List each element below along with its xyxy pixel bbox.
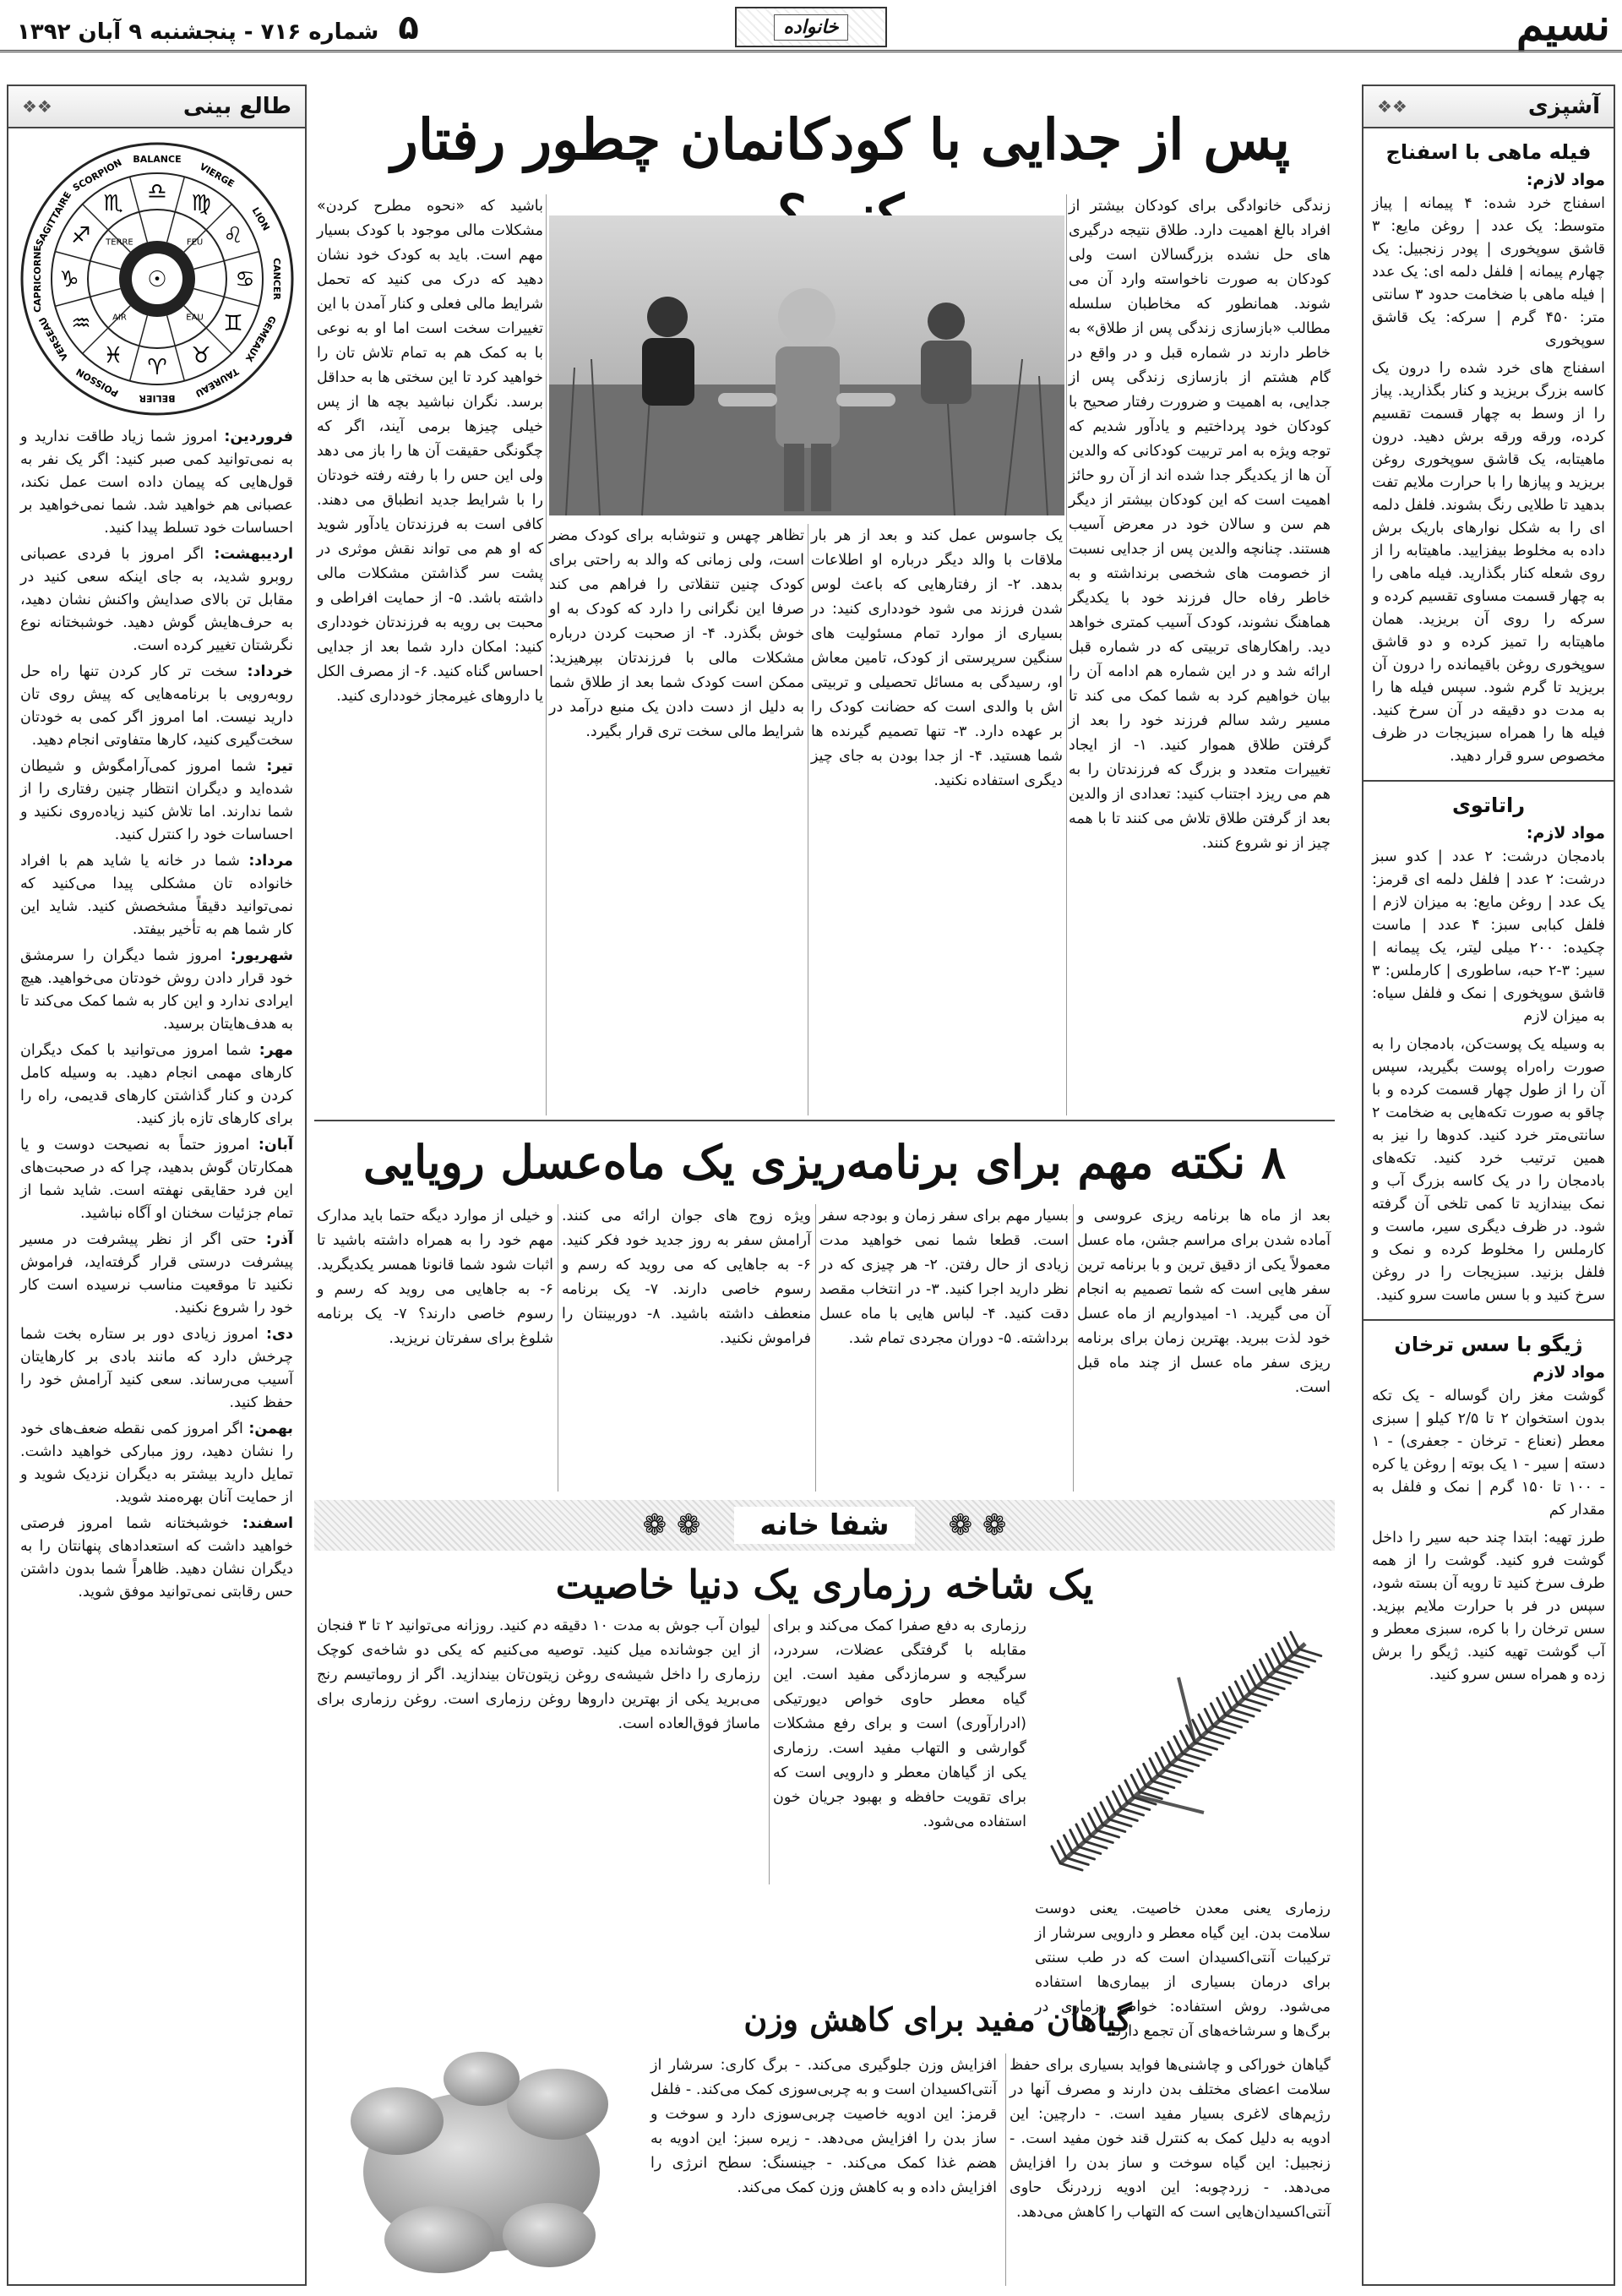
rosemary-leaf xyxy=(1162,1748,1171,1764)
rosemary-leaf xyxy=(1262,1682,1284,1689)
zodiac-sign-label: LION xyxy=(248,205,272,233)
ingredients-label: مواد لازم: xyxy=(1526,171,1605,189)
rosemary-leaf xyxy=(1101,1802,1109,1819)
rosemary-leaf xyxy=(1164,1770,1186,1777)
rosemary-leaf xyxy=(1293,1655,1315,1661)
rosemary-leaf xyxy=(1146,1786,1168,1793)
zodiac-sign-icon: ♉ xyxy=(190,343,211,369)
horoscope-header xyxy=(8,86,305,128)
section-label xyxy=(735,7,887,47)
horoscope-entry xyxy=(12,1513,302,1604)
issue-info xyxy=(17,8,419,47)
horoscope-sign: مهر: xyxy=(259,1042,293,1059)
horoscope-text: امروز حتماً به نصیحت دوست و یا همکارتان گوش بدهید، چرا که در صحبت‌های این فرد حقایقی نهفته است. شاید شما از تمام جزئیات سخنان او آگاه نباشید. xyxy=(20,1137,293,1222)
horoscope-sign: آذر: xyxy=(265,1231,293,1248)
rosemary-leaf xyxy=(1278,1644,1287,1661)
rosemary-leaf xyxy=(1058,1841,1066,1858)
rosemary-leaf xyxy=(1199,1715,1207,1732)
horoscope-text: امروز زیادی دور بر ستاره بخت شما چرخش دارد که مانند بادی بر کارهایتان آسیب می‌رساند. سعی کنید آرامش خود را حفظ کنید. xyxy=(20,1326,293,1411)
horoscope-entry xyxy=(12,1134,302,1225)
ornament-icon: ❖❖ xyxy=(22,96,52,117)
horoscope-list xyxy=(8,426,305,1604)
ginger-root xyxy=(321,2028,638,2286)
flower-icon: ❁ ❁ xyxy=(948,1508,1007,1542)
rosemary-leaf xyxy=(1242,1677,1250,1693)
horoscope-entry xyxy=(12,1418,302,1509)
zodiac-sign-label: CAPRICORNE xyxy=(31,245,43,313)
weightloss-headline: گیاهان مفید برای کاهش وزن xyxy=(743,2000,1132,2038)
rosemary-leaf xyxy=(1066,1858,1088,1865)
zodiac-sign-icon: ♓ xyxy=(102,343,123,369)
horoscope-sign: اسفند: xyxy=(242,1515,293,1532)
article-photo xyxy=(549,215,1064,515)
horoscope-entry xyxy=(12,850,302,941)
sun-icon: ☉ xyxy=(146,267,167,292)
recipe-title: فیله ماهی با اسفناج xyxy=(1385,140,1592,164)
rosemary-leaf xyxy=(1070,1830,1079,1847)
rosemary-leaf xyxy=(1285,1638,1293,1655)
horoscope-text: شما امروز کمی‌آرامگوش و شیطان شده‌اید و دیگران انتظار چنین رفتاری را از شما ندارند. اما تلاش کنید زیاده‌روی نکنید و احساسات خود را کنترل کنید. xyxy=(20,758,293,843)
article-text-col4: تظاهر چهس و تنوشابه برای کودک مضر است، ولی زمانی که والد به راحتی برای کودک چنین تنقلاتی را فراهم می کند صرفا این نگرانی را دارد که کودک به او خوش بگذرد. ۴- از صحبت کردن درباره مشکلات مالی با فرزندتان بپرهیزید: ممکن است کودک شما بعد از طلاق شما به دلیل از دست دادن یک منبع درآمد در شرایط مالی سخت تری قرار بگیرد. xyxy=(549,527,804,740)
horoscope-sign: تیر: xyxy=(266,758,293,775)
rosemary-leaf xyxy=(1266,1655,1275,1672)
rosemary-leaf xyxy=(1156,1753,1164,1770)
horoscope-entry xyxy=(12,945,302,1036)
honeymoon-text-col1: بعد از ماه ها برنامه ریزی عروسی و آماده شدن برای مراسم جشن، ماه عسل معمولاً یکی از دقیق ترین و با برنامه ترین سفر هایی است که شما تصمیم به انجام آن می گیرید. ۱- امیدواریم از ماه عسل خود لذت ببرید. بهترین زمان برای برنامه ریزی سفر ماه عسل از چند ماه قبل است. xyxy=(1077,1208,1331,1396)
rosemary-leaf xyxy=(1213,1726,1235,1733)
zodiac-sign-label: SCORPION xyxy=(70,156,123,194)
rosemary-leaf xyxy=(1177,1759,1199,1766)
zodiac-sign-label: CANCER xyxy=(270,258,282,300)
rosemary-leaf xyxy=(1125,1781,1134,1797)
zodiac-sign-label: BELIER xyxy=(139,393,175,404)
horoscope-sign: مرداد: xyxy=(248,853,293,870)
page-number: ۵ xyxy=(398,8,419,47)
rosemary-text-col1: رزماری به دفع صفرا کمک می‌کند و برای مقابله با گرفتگی عضلات، سردرد، سرگیجه و سرمازدگی مفید است. این گیاه معطر حاوی خواص دیورتیکی (ادرارآوری) است و برای رفع مشکلات گوارشی و التهاب مفید است. رزماری یکی از گیاهان معطر و دارویی است که برای تقویت حافظه و بهبود جریان خون استفاده می‌شود. xyxy=(773,1617,1026,1830)
rosemary-leaf xyxy=(1115,1814,1137,1821)
horoscope-sign: اردیبهشت: xyxy=(214,546,293,563)
zodiac-sign-icon: ♎ xyxy=(146,179,167,205)
recipe-ingredients: گوشت مغز ران گوساله - یک تکه بدون استخوان ۲ تا ۲/۵ کیلو | سبزی معطر (نعناع - ترخان - جعفری) - ۱ دسته | سیر - ۱ یک بوته | روغن یا کره - ۱۰۰ تا ۱۵۰ گرم | نمک و فلفل به مقدار کم xyxy=(1372,1388,1606,1519)
rosemary-leaf xyxy=(1281,1666,1303,1672)
rosemary-leaf xyxy=(1103,1825,1125,1832)
zodiac-sign-label: VERSEAU xyxy=(36,314,70,363)
zodiac-element-label: EAU xyxy=(185,313,204,323)
horoscope-sign: دی: xyxy=(265,1326,293,1343)
rosemary-leaf xyxy=(1073,1852,1095,1859)
horoscope-sign: شهریور: xyxy=(230,947,293,964)
rosemary-leaf xyxy=(1174,1737,1183,1753)
rosemary-leaf xyxy=(1119,1786,1128,1803)
honeymoon-headline: ۸ نکته مهم برای برنامه‌ریزی یک ماه‌عسل رویایی xyxy=(363,1135,1286,1189)
rosemary-leaf xyxy=(1122,1808,1144,1815)
zodiac-element-label: TERRE xyxy=(105,237,133,248)
rosemary-text-col3: رزماری یعنی معدن خاصیت. یعنی دوست سلامت بدن. این گیاه معطر و دارویی سرشار از ترکیبات آنتی‌اکسیدان است که در طب سنتی برای درمان بسیاری از بیماری‌ها استفاده می‌شود. روش استفاده: خواص رزماری در برگ‌ها و سرشاخه‌های آن تجمع دارد. xyxy=(1035,1901,1331,2040)
rosemary-leaf xyxy=(1064,1835,1073,1852)
horoscope-entry xyxy=(12,1039,302,1131)
rosemary-leaf xyxy=(1085,1841,1107,1848)
rosemary-leaf xyxy=(1079,1847,1101,1854)
rosemary-leaf xyxy=(1180,1732,1189,1748)
recipe-method: به وسیله یک پوست‌کن، بادمجان را به صورت راه‌راه پوست بگیرید، سپس آن را از طول چهار قسمت کرده و با چاقو به صورت تکه‌هایی به ضخامت ۲ سانتی‌متر خرد کنید. کدوها را نیز به همین ترتیب خرد کنید. تکه‌های بادمجان را در یک کاسه بزرگ آب و نمک بیندازید تا کمی تلخی آن گرفته شود. در ظرف دیگری سیر، ماست و کارملس را مخلوط کرده و نمک و فلفل بزنید. سبزیجات را در روغن سرخ کنید و با سس ماست سرو کنید. xyxy=(1372,1036,1605,1304)
article-text-col2: باشید که «نحوه مطرح کردن» مشکلات مالی موجود با کودک بسیار مهم است. باید به کودک خود نشان دهید که درک می کنید که تحمل شرایط مالی فعلی و کنار آمدن با این تغییرات سخت است اما او به نوعی با به کمک هم به تمام تلاش تان را خواهید کرد تا این سختی ها به حداقل برسد. نگران نباشید بچه ها از پس خیلی چیزها برمی آیند، اگر که چگونگی حقیقت آن ها را باز می دهد ولی این حس را با رفته رفته خودتان را با شرایط جدید انطباق می دهند. کافی است به فرزندتان یادآور شوید که او هم می تواند نقش موثری در پشت سر گذاشتن مشکلات مالی داشته باشد. ۵- از حمایت افراطی و محبت بی رویه به فرزندتان خودداری کنید: امکان دارد شما بعد از جدایی احساس گناه کنید. ۶- از مصرف الکل یا داروهای غیرمجاز خودداری کنید. xyxy=(317,198,543,705)
rosemary-leaf xyxy=(1150,1759,1158,1775)
rosemary-leaf xyxy=(1211,1704,1220,1721)
zodiac-sign-icon: ♈ xyxy=(146,355,167,380)
rosemary-leaf xyxy=(1201,1737,1223,1744)
masthead xyxy=(0,0,1622,52)
child-photo xyxy=(549,215,1064,515)
health-section-label: شفا خانه xyxy=(734,1507,914,1544)
rosemary-leaf xyxy=(1189,1748,1211,1755)
honeymoon-text-col3: ویژه زوج های جوان ارائه می کنند. آرامش سفر به روز جدید خود فکر کنید. ۶- به جاهایی که می روید که رسم و رسوم خاصی دارند. ۷- یک برنامه منعطف داشته باشید. ۸- دوربینتان را فراموش نکنید. xyxy=(562,1208,811,1347)
zodiac-sign-label: VIERGE xyxy=(197,161,237,190)
weightloss-text-col1: گیاهان خوراکی و چاشنی‌ها فواید بسیاری برای حفظ سلامت اعضای مختلف بدن دارند و مصرف آنها در رژیم‌های لاغری بسیار مفید است. - دارچین: این ادویه به دلیل کمک به کنترل قند خون مفید است. - زنجبیل: این گیاه سوخت و ساز بدن را افزایش می‌دهد. - زردچوبه: این ادویه زردرنگ حاوی آنتی‌اکسیدان‌هایی است که التهاب را کاهش می‌دهد. xyxy=(1010,2057,1331,2221)
zodiac-sign-icon: ♏ xyxy=(102,190,123,216)
recipe-title: راتاتوی xyxy=(1451,794,1526,817)
rosemary-leaf xyxy=(1158,1775,1180,1782)
rosemary-leaf xyxy=(1168,1742,1177,1759)
honeymoon-text-col2: بسیار مهم برای سفر زمان و بودجه سفر است. قطعا شما نمی خواهید مدت زیادی از حال رفتن. ۲- هر چیزی که در نظر دارید اجرا کنید. ۳- در انتخاب مقصد دقت کنید. ۴- لباس هایی با ماه عسل برداشته. ۵- دوران مجردی تمام شد. xyxy=(819,1208,1069,1347)
rosemary-leaf xyxy=(1095,1808,1103,1825)
zodiac-sign-icon: ♑ xyxy=(58,267,79,292)
rosemary-leaf xyxy=(1238,1704,1260,1711)
horoscope-text: اگر امروز با فردی عصبانی روبرو شدید، به جای اینکه سعی کنید در مقابل تن بالای صدایش واکنش نشان دهید، به حرف‌هایش گوش دهید. خوشبختانه نوع نگرشتان تغییر کرده است. xyxy=(20,546,293,654)
recipe-2 xyxy=(1363,780,1614,1307)
zodiac-sign-label: POISSON xyxy=(73,366,120,400)
rosemary-leaf xyxy=(1195,1742,1217,1749)
zodiac-sign-label: SAGITTAIRE xyxy=(33,189,73,248)
rosemary-leaf xyxy=(1091,1836,1113,1843)
horoscope-text: شما امروز می‌توانید با کمک دیگران کارهای مهمی انجام دهید. به وسیله کامل کردن و کنار گذاشتن کارهای قدیمی، راه را برای کارهای تازه باز کنید. xyxy=(20,1042,293,1127)
rosemary-leaf xyxy=(1272,1649,1281,1666)
cooking-header-title: آشپزی xyxy=(1527,94,1600,119)
article-text-col1: زندگی خانوادگی برای کودکان بیشتر از افراد بالغ اهمیت دارد. طلاق نتیجه درگیری های حل نشده بزرگسالان است ولی کودکان به صورت ناخواسته وارد آن می شوند. همانطور که مخاطبان سلسله مطالب «بازسازی زندگی پس از طلاق» به خاطر دارند در شماره قبل و در واقع در گام هشتم از بازسازی زندگی پس از جدایی، به اهمیت و ضرورت رفتار صحیح با کودکان خود پرداختیم و یادآور شدیم که توجه ویژه به امر تربیت کودکانی که والدین آن ها از یکدیگر جدا شده اند از آن رو حائز اهمیت است که این کودکان بیشتر از دیگر هم سن و سالان خود در معرض آسیب هستند. چنانچه والدین پس از جدایی نسبت از خصومت های شخصی برنداشته و به خاطر رفاه حال فرزند خود با یکدیگر هماهنگ نشوند، کودک آسیب کمتری خواهد دید. راهکارهای تربیتی که در شماره قبل ارائه شد و در این شماره هم ادامه آن را بیان خواهیم کرد به شما کمک می کند تا مسیر رشد سالم فرزند خود را بعد از گرفتن طلاق هموار کنید. ۱- از ایجاد تغییرات متعدد و بزرگ که فرزندتان را به هم می ریزد اجتناب کنید: تعدادی از والدین بعد از گرفتن طلاق تلاش می کنند تا با همه چیز از نو شروع کنند. xyxy=(1069,198,1331,852)
rosemary-leaf xyxy=(1220,1721,1242,1727)
rosemary-leaf xyxy=(1138,1770,1146,1786)
rosemary-sprig xyxy=(1035,1610,1331,1893)
ingredients-label: مواد لازم: xyxy=(1526,824,1605,843)
zodiac-element-label: FEU xyxy=(186,237,203,248)
weightloss-text-col2: افزایش وزن جلوگیری می‌کند. - برگ کاری: سرشار از آنتی‌اکسیدان است و به چربی‌سوزی کمک می‌کند. - فلفل قرمز: این ادویه خاصیت چربی‌سوزی دارد و سوخت و ساز بدن را افزایش می‌دهد. - زیره سبز: این ادویه به هضم غذا کمک می‌کند. - جینسنگ: سطح انرژی را افزایش داده و به کاهش وزن کمک می‌کند. xyxy=(650,2057,997,2196)
rosemary-leaf xyxy=(1107,1797,1115,1814)
zodiac-sign-label: TAUREAU xyxy=(193,365,241,400)
zodiac-sign-label: GEMEAUX xyxy=(242,314,278,364)
rosemary-leaf xyxy=(1254,1666,1262,1682)
zodiac-sign-icon: ♍ xyxy=(190,190,211,216)
rosemary-leaf xyxy=(1232,1710,1254,1716)
rosemary-leaf xyxy=(1244,1699,1266,1705)
recipe-3 xyxy=(1363,1319,1614,1687)
zodiac-sign-icon: ♒ xyxy=(70,311,91,336)
newspaper-logo: نسیم xyxy=(1516,0,1610,51)
zodiac-sign-label: BALANCE xyxy=(132,154,182,165)
recipe-ingredients: بادمجان درشت: ۲ عدد | کدو سبز درشت: ۲ عدد | فلفل دلمه ای قرمز: یک عدد | روغن مایع: به میزان لازم | فلفل کبابی سبز: ۴ عدد | ماست چکیده: ۲۰۰ میلی لیتر، یک پیمانه | سیر: ۳-۲ حبه، ساطوری | کارملس: ۳ قاشق سوپخوری | نمک و فلفل سیاه: به میزان لازم xyxy=(1372,848,1605,1025)
rosemary-leaf xyxy=(1076,1824,1085,1841)
ginger-image xyxy=(321,2028,638,2286)
zodiac-sign-icon: ♊ xyxy=(222,311,243,336)
honeymoon-text-col4: و خیلی از موارد دیگه حتما باید مدارک مهم خود را به همراه داشته باشید تا اثبات شود شما قانونا همسر یکدیگرید. ۶- به جاهایی می روید که رسم و رسوم خاصی دارند؟ ۷- یک برنامه شلوغ برای سفرتان نریزید. xyxy=(317,1208,553,1347)
main-headline: پس از جدایی با کودکانمان چطور رفتار xyxy=(391,106,1290,172)
horoscope-text: شما در خانه یا شاید هم با افراد خانواده تان مشکلی پیدا می‌کنید که نمی‌توانید دقیقاً مشخصش کنید. شاید این کار شما هم به تأخیر بیفتد. xyxy=(20,853,293,938)
rosemary-leaf xyxy=(1217,1699,1226,1715)
recipe-title: ژیگو با سس ترخان xyxy=(1394,1333,1583,1356)
recipe-ingredients: اسفناج خرد شده: ۴ پیمانه | پیاز متوسط: یک عدد | روغن مایع: ۳ قاشق سوپخوری | پودر زنجبیل: یک چهارم پیمانه | فلفل دلمه ای: یک عدد | فیله ماهی با ضخامت حدود ۳ سانتی متر: ۴۵۰ گرم | سرکه: یک قاشق سوپخوری xyxy=(1372,195,1605,349)
rosemary-leaf xyxy=(1171,1764,1193,1771)
horoscope-sign: فروردین: xyxy=(224,428,293,445)
zodiac-wheel xyxy=(14,135,301,423)
health-section-band xyxy=(314,1500,1335,1551)
rosemary-leaf xyxy=(1275,1672,1297,1678)
rosemary-leaf xyxy=(1207,1732,1229,1738)
horoscope-sign: آبان: xyxy=(258,1137,293,1153)
zodiac-element-label: AIR xyxy=(112,313,127,323)
flower-icon: ❁ ❁ xyxy=(642,1508,701,1542)
rosemary-leaf xyxy=(1060,1863,1082,1870)
issue-date: شماره ۷۱۶ - پنجشنبه ۹ آبان ۱۳۹۲ xyxy=(17,19,379,45)
rosemary-text-col2: لیوان آب جوش به مدت ۱۰ دقیقه دم کنید. روزانه می‌توانید ۲ تا ۳ فنجان از این جوشانده میل کنید. توصیه می‌کنیم که یکی دو شاخه‌ی کوچک رزماری را داخل شیشه‌ی روغن زیتون‌تان بیندازید. اگر از روماتیسم رنج می‌برید یکی از بهترین داروها روغن رزماری است. روغن رزماری برای ماساژ فوق‌العاده است. xyxy=(317,1617,760,1732)
rosemary-headline: یک شاخه رزماری یک دنیا خاصیت xyxy=(555,1562,1094,1607)
rosemary-leaf xyxy=(1097,1830,1119,1837)
rosemary-leaf xyxy=(1128,1803,1150,1810)
rosemary-leaf xyxy=(1291,1633,1299,1650)
horoscope-text: حتی اگر از نظر پیشرفت در مسیر پیشرفت درستی قرار گرفته‌اید، فراموش نکنید تا موقعیت مناسب نرسیده است کار خود را شروع نکنید. xyxy=(20,1231,293,1317)
rosemary-leaf xyxy=(1260,1660,1269,1677)
zodiac-sign-icon: ♋ xyxy=(234,267,255,292)
horoscope-text: اگر امروز کمی نقطه ضعف‌های خود را نشان دهید، روز مبارکی خواهید داشت. تمایل دارید بیشتر به دیگران نزدیک شوید و از حمایت آنان بهره‌مند شوید. xyxy=(20,1421,293,1506)
cooking-header xyxy=(1363,86,1614,128)
rosemary-leaf xyxy=(1256,1688,1278,1694)
rosemary-leaf xyxy=(1205,1710,1213,1726)
cooking-column xyxy=(1362,85,1615,2286)
rosemary-leaf xyxy=(1287,1661,1309,1667)
article-text-col3: یک جاسوس عمل کند و بعد از هر بار ملاقات با والد دیگر درباره او اطلاعات بدهد. ۲- از رفتارهایی که باعث لوس شدن فرزند می شود خودداری کنید: در بسیاری از موارد تمام مسئولیت های سنگین سرپرستی از کودک، تامین معاش او، رسیدگی به مسائل تحصیلی و تربیتی اش با والدی است که حضانت کودک را بر عهده دارد. ۳- تنها تصمیم گیرنده ها شما هستید. ۴- از جدا بودن به جای چیز دیگری استفاده نکنید. xyxy=(811,527,1064,789)
horoscope-text: خوشبختانه شما امروز فرصتی خواهید داشت که استعدادهای پنهانتان را به دیگران نشان دهید. ظاهراً شما بدون داشتن حس رقابتی نمی‌توانید موفق شوید. xyxy=(20,1515,293,1601)
rosemary-leaf xyxy=(1113,1792,1122,1808)
horoscope-entry xyxy=(12,1323,302,1415)
rosemary-leaf xyxy=(1183,1753,1205,1760)
rosemary-leaf xyxy=(1248,1671,1256,1688)
rosemary-leaf xyxy=(1131,1775,1140,1792)
rosemary-leaf xyxy=(1226,1715,1248,1722)
rosemary-leaf xyxy=(1223,1693,1232,1710)
horoscope-text: امروز شما زیاد طاقت ندارید و به نمی‌توانید کمی صبر کنید: اگر یک نفر به قول‌هایی که پیمان داده است عمل نکند، عصبانی هم خواهید شد. شما نمی‌خواهید بر احساسات خود تسلط پیدا کنید. xyxy=(20,428,293,537)
horoscope-sign: بهمن: xyxy=(248,1421,293,1437)
horoscope-text: سخت تر کار کردن تنها راه حل روبه‌رویی با برنامه‌هایی که پیش روی تان دارید نیست. اما امروز اگر کمی به خودتان سخت‌گیری کنید، کارها متفاوتی انجام دهید. xyxy=(20,663,293,749)
horoscope-entry xyxy=(12,543,302,657)
horoscope-entry xyxy=(12,755,302,847)
horoscope-sign: خرداد: xyxy=(247,663,293,680)
rosemary-leaf xyxy=(1250,1693,1272,1700)
horoscope-header-title: طالع بینی xyxy=(182,94,291,119)
horoscope-entry xyxy=(12,1229,302,1320)
horoscope-text: امروز شما دیگران را سرمشق خود قرار دادن روش خودتان می‌خواهید. هیچ ایرادی ندارد و این کار به شما کمک می‌کند تا به هدف‌هایتان برسید. xyxy=(20,947,293,1033)
zodiac-sign-icon: ♌ xyxy=(222,223,243,248)
ingredients-label: مواد لازم xyxy=(1532,1363,1605,1382)
recipe-method: طرز تهیه: ابتدا چند حبه سیر را داخل گوشت فرو کنید. گوشت را از همه طرف سرخ کنید تا رویه آن بسته شود، سپس در فر با حرارت ملایم بپزید. سس ترخان را با کره، سبزی معطر و آب گوشت تهیه کنید. ژیگو را برش زده و همراه سس سرو کنید. xyxy=(1372,1530,1605,1683)
recipe-method: اسفناج های خرد شده را درون یک کاسه بزرگ بریزید و کنار بگذارید. پیاز را از وسط به چهار قسمت تقسیم کرده، ورقه ورقه برش دهید. درون ماهیتابه، یک قاشق سوپخوری روغن بریزید و پیازها را با حرارت ملایم تفت بدهید تا طلایی رنگ بشوند. فلفل دلمه ای را به شکل نوارهای باریک برش داده به مخلوط بیفزایید. ماهیتابه را از روی شعله کنار بگذارید. فیله ماهی را به چهار قسمت مساوی تقسیم کرده و سرکه را روی آن بریزید. همان ماهیتابه را تمیز کرده و دو قاشق سوپخوری روغن باقیمانده را درون آن بریزید تا گرم شود. سپس فیله ها را به مدت دو دقیقه در آن سرخ کنید. فیله ها را همراه سبزیجات در ظرف مخصوص سرو قرار دهید. xyxy=(1372,360,1605,765)
horoscope-entry xyxy=(12,661,302,752)
rosemary-leaf xyxy=(1236,1682,1244,1699)
horoscope-column xyxy=(7,85,307,2286)
rosemary-leaf xyxy=(1144,1764,1152,1781)
horoscope-entry xyxy=(12,426,302,540)
rosemary-leaf xyxy=(1089,1813,1097,1830)
rosemary-leaf xyxy=(1269,1677,1291,1683)
rosemary-leaf xyxy=(1299,1650,1321,1656)
rosemary-leaf xyxy=(1109,1819,1131,1826)
zodiac-sign-icon: ♐ xyxy=(70,223,91,248)
rosemary-image xyxy=(1035,1610,1331,1893)
rosemary-leaf xyxy=(1229,1688,1238,1704)
ornament-icon: ❖❖ xyxy=(1377,96,1407,117)
rosemary-leaf xyxy=(1082,1819,1091,1836)
rosemary-leaf xyxy=(1052,1846,1060,1863)
rosemary-leaf xyxy=(1152,1781,1174,1788)
section-label-text: خانواده xyxy=(774,14,847,41)
recipe-1 xyxy=(1363,140,1614,768)
